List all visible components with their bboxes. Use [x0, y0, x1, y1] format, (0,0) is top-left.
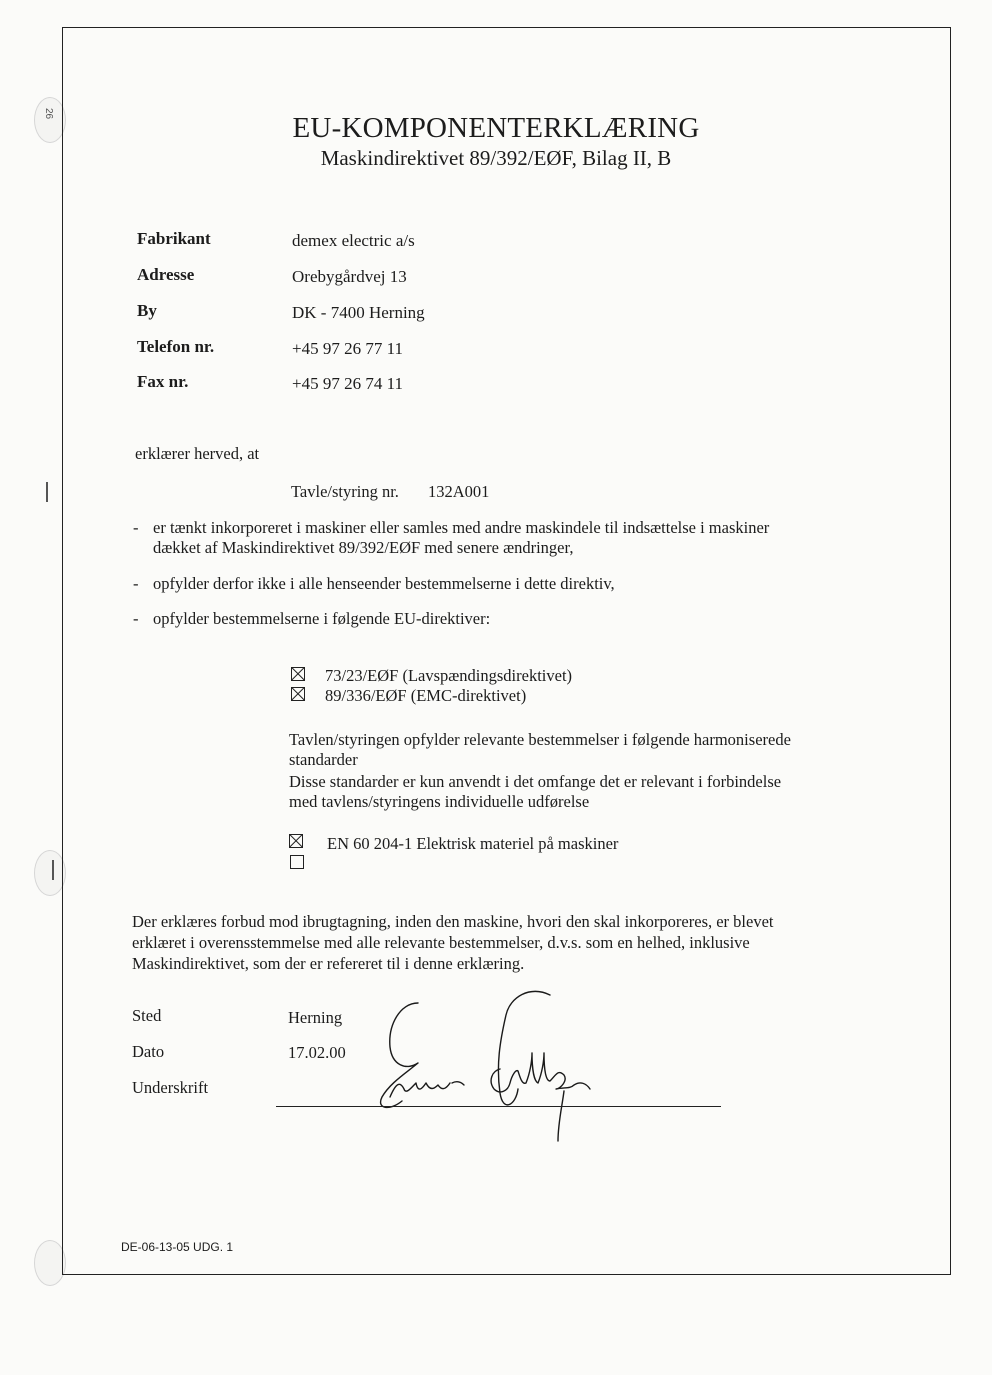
bullet-item-continuation: dækket af Maskindirektivet 89/392/EØF med senere ændringer,: [153, 538, 574, 557]
standard-checkbox-empty[interactable]: [290, 855, 304, 869]
standards-text-line: standarder: [289, 750, 358, 769]
fax-value: +45 97 26 74 11: [292, 374, 403, 393]
margin-page-number: 26: [43, 107, 55, 120]
punch-mark: [46, 482, 48, 502]
date-label: Dato: [132, 1042, 165, 1061]
standards-text-line: Tavlen/styringen opfylder relevante bestemmelser i følgende harmoniserede: [289, 730, 791, 749]
prohibition-text-line: Der erklæres forbud mod ibrugtagning, inden den maskine, hvori den skal inkorporeres, er blevet: [132, 912, 774, 931]
place-value: Herning: [288, 1008, 343, 1027]
manufacturer-label: Fabrikant: [137, 229, 211, 248]
phone-label: Telefon nr.: [137, 337, 215, 356]
panel-label: Tavle/styring nr.: [291, 482, 399, 501]
directive-checkbox-emc[interactable]: [291, 687, 305, 701]
directive-lvd-text: 73/23/EØF (Lavspændingsdirektivet): [325, 666, 573, 685]
city-label: By: [137, 301, 157, 320]
place-label: Sted: [132, 1006, 162, 1025]
signature-label: Underskrift: [132, 1078, 209, 1097]
address-label: Adresse: [137, 265, 195, 284]
document-subtitle: Maskindirektivet 89/392/EØF, Bilag II, B: [320, 146, 672, 170]
directive-emc-text: 89/336/EØF (EMC-direktivet): [325, 686, 527, 705]
bullet-item: - opfylder derfor ikke i alle henseender bestemmelserne i dette direktiv,: [133, 574, 615, 593]
declares-text: erklærer herved, at: [135, 444, 260, 463]
phone-value: +45 97 26 77 11: [292, 339, 403, 358]
prohibition-text-line: erklæret i overensstemmelse med alle relevante bestemmelser, d.v.s. som en helhed, inklusive: [132, 933, 750, 952]
punch-mark: [52, 860, 54, 880]
directive-checkbox-lvd[interactable]: [291, 667, 305, 681]
address-value: Orebygårdvej 13: [292, 267, 407, 286]
city-value: DK - 7400 Herning: [292, 303, 425, 322]
standards-text-line: med tavlens/styringens individuelle udførelse: [289, 792, 590, 811]
handwritten-signature: [360, 985, 620, 1145]
standard-en60204-text: EN 60 204-1 Elektrisk materiel på maskiner: [327, 834, 619, 853]
standard-checkbox-en60204[interactable]: [289, 834, 303, 848]
manufacturer-value: demex electric a/s: [292, 231, 415, 250]
bullet-item: - opfylder bestemmelserne i følgende EU-direktiver:: [133, 609, 491, 628]
prohibition-text-line: Maskindirektivet, som der er refereret til i denne erklæring.: [132, 954, 525, 973]
document-title: EU-KOMPONENTERKLÆRING: [292, 112, 700, 144]
date-value: 17.02.00: [288, 1043, 346, 1062]
fax-label: Fax nr.: [137, 372, 189, 391]
standards-text-line: Disse standarder er kun anvendt i det omfange det er relevant i forbindelse: [289, 772, 782, 791]
bullet-item: - er tænkt inkorporeret i maskiner eller samles med andre maskindele til indsættelse i maskiner: [133, 518, 770, 537]
footer-code: DE-06-13-05 UDG. 1: [121, 1240, 234, 1254]
signature-line: [276, 1106, 721, 1107]
panel-number: 132A001: [428, 482, 490, 501]
